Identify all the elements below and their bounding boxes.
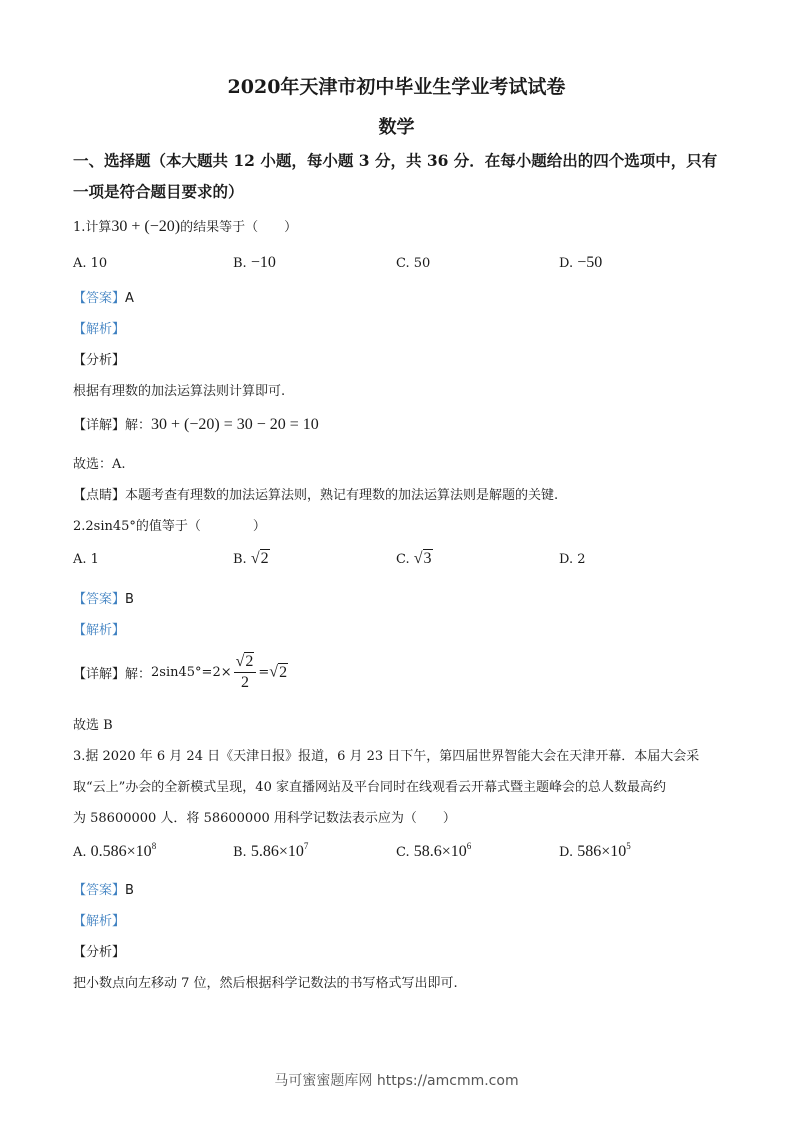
q1-option-a: A. 10 — [73, 256, 108, 271]
q1-answer: 【答案】A — [73, 291, 134, 306]
sqrt-symbol: √3 — [413, 550, 432, 567]
q3-option-c: C. $58.6\times 10^6$ — [396, 841, 472, 860]
q3-option-a: A. $0.586\times 10^8$ — [73, 841, 157, 860]
q2-option-a: A. 1 — [73, 552, 99, 567]
q2-option-b: B. √2 — [233, 550, 269, 567]
q3-option-d: D. $586\times 10^5$ — [559, 841, 631, 860]
section-heading-line2: 一项是符合题目要求的） — [73, 182, 244, 201]
q3-stem-line2: 取“云上”办会的全新模式呈现，40 家直播网站及平台同时在线观看云开幕式暨主题峰会的总人数最高约 — [73, 780, 666, 795]
footer-watermark: 马可蜜蜜题库网 https://amcmm.com — [274, 1073, 519, 1089]
q1-suffix: 的结果等于（ ） — [180, 220, 298, 235]
q1-option-d: D. −50 — [559, 254, 603, 271]
q3-analyze-label: 【分析】 — [73, 945, 126, 960]
q2-option-d: D. 2 — [559, 552, 586, 567]
q3-analysis-label: 【解析】 — [73, 914, 126, 929]
document-title: 2020年天津市初中毕业生学业考试试卷 — [227, 76, 566, 98]
q1-detail: 【详解】解：30 + (−20) = 30 − 20 = 10 — [73, 416, 319, 433]
q3-stem-line3: 为 58600000 人．将 58600000 用科学记数法表示应为（ ） — [73, 811, 456, 826]
q1-comment: 【点睛】本题考查有理数的加法运算法则，熟记有理数的加法运算法则是解题的关键. — [73, 488, 559, 503]
fraction: $\frac{√2}{2}$ — [234, 652, 257, 693]
q2-stem: 2.2sin45°的值等于（ ） — [73, 519, 266, 534]
q1-analyze-label: 【分析】 — [73, 353, 126, 368]
q2-detail: 【详解】解：2sin45°=2× $\frac{√2}{2}$ =√2 — [73, 653, 288, 691]
q1-option-c: C. 50 — [396, 256, 431, 271]
section-heading-line1: 一、选择题（本大题共 12 小题，每小题 3 分，共 36 分．在每小题给出的四个选项中，只有 — [73, 151, 718, 170]
q1-analysis-label: 【解析】 — [73, 322, 126, 337]
q3-answer: 【答案】B — [73, 883, 134, 898]
q1-analysis-text: 根据有理数的加法运算法则计算即可. — [73, 384, 286, 399]
q3-analysis-text: 把小数点向左移动 7 位，然后根据科学记数法的书写格式写出即可. — [73, 976, 458, 991]
q3-option-b: B. $5.86\times 10^7$ — [233, 841, 309, 860]
q1-choice: 故选：A. — [73, 457, 126, 472]
subject-title: 数学 — [378, 117, 415, 138]
sqrt-symbol: √2 — [250, 550, 269, 567]
q2-analysis-label: 【解析】 — [73, 623, 126, 638]
q1-prefix: 1.计算 — [73, 220, 112, 235]
q2-answer: 【答案】B — [73, 592, 134, 607]
q2-choice: 故选 B — [73, 718, 113, 733]
q2-option-c: C. √3 — [396, 550, 432, 567]
q3-stem-line1: 3.据 2020 年 6 月 24 日《天津日报》报道，6 月 23 日下午，第四届世界智能大会在天津开幕．本届大会采 — [73, 749, 700, 764]
q1-stem — [73, 216, 297, 236]
q1-option-b: B. −10 — [233, 254, 276, 271]
q1-expression: 30 + (−20) — [111, 218, 181, 235]
